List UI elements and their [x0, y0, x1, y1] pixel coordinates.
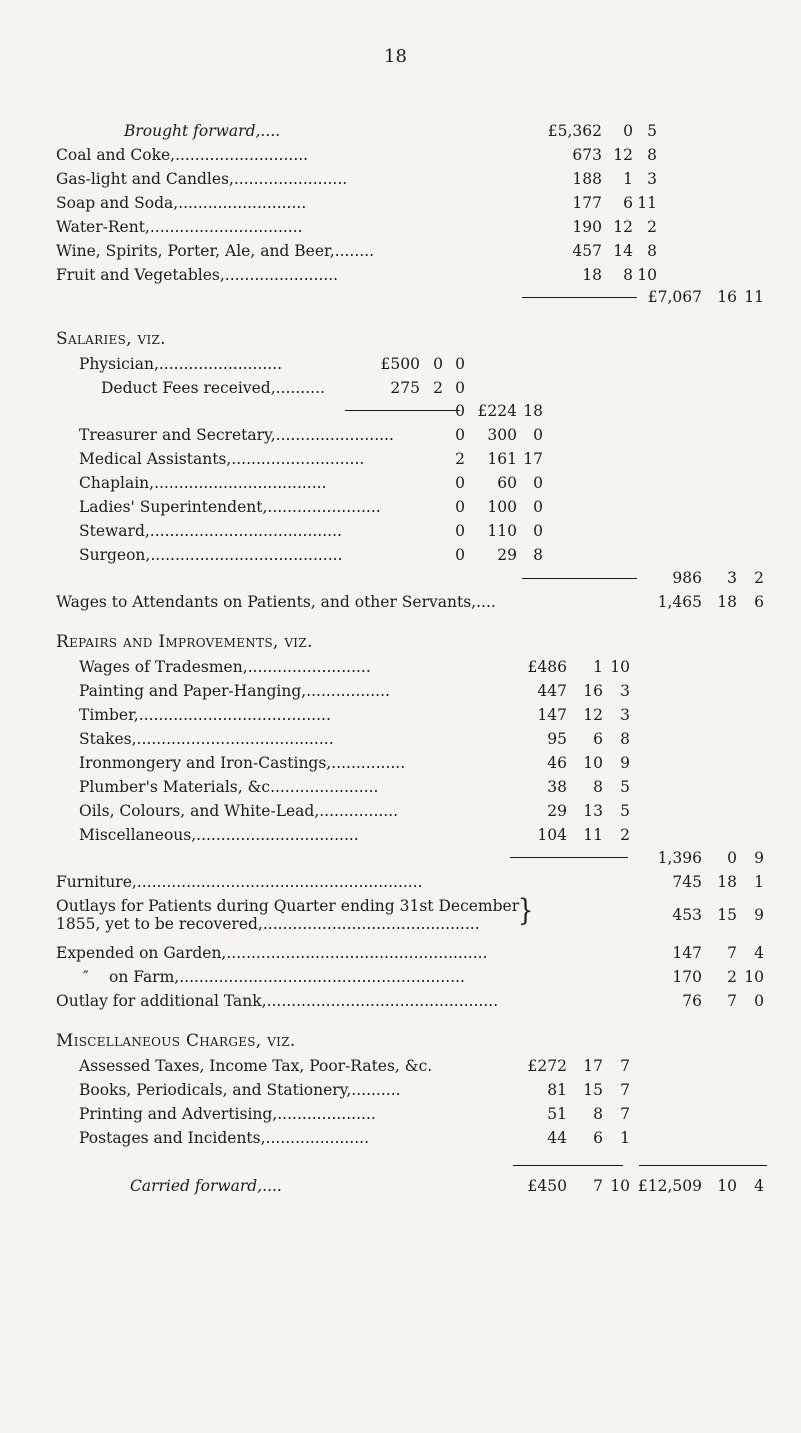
amount-pence: 7 [620, 1057, 630, 1075]
amount-shillings: 8 [593, 778, 603, 796]
amount-shillings: 11 [583, 826, 603, 844]
salaries-total-pounds: 986 [672, 569, 702, 587]
amount-pounds: 1,465 [657, 593, 702, 611]
amount-shillings: 18 [717, 593, 737, 611]
salaries-heading: Salaries, viz. [56, 329, 166, 349]
amount-pounds: 673 [572, 146, 602, 164]
amount-pounds: 161 [487, 450, 517, 468]
misc-heading: Miscellaneous Charges, viz. [56, 1031, 296, 1051]
repairs-total-pounds: 1,396 [657, 849, 702, 867]
ledger-item-label: Water-Rent,............................... [56, 218, 303, 236]
grand-total-pence: 4 [754, 1177, 764, 1195]
physician-net-pounds: £224 [477, 402, 517, 420]
amount-pounds: £272 [527, 1057, 567, 1075]
amount-pounds: 275 [390, 379, 420, 397]
amount-pounds: £500 [380, 355, 420, 373]
amount-shillings: 8 [623, 266, 633, 284]
amount-pounds: 100 [487, 498, 517, 516]
amount-shillings: 0 [533, 498, 543, 516]
amount-shillings: 6 [623, 194, 633, 212]
subtotal-rule [513, 1165, 623, 1166]
amount-shillings: 16 [583, 682, 603, 700]
outlays-label-line2: 1855, yet to be recovered,............................................ [56, 915, 480, 933]
amount-pence: 0 [455, 498, 465, 516]
amount-pence: 11 [637, 194, 657, 212]
ledger-item-label: Ironmongery and Iron-Castings,............... [79, 754, 406, 772]
amount-pence: 10 [744, 968, 764, 986]
amount-pence: 5 [620, 802, 630, 820]
amount-shillings: 1 [593, 658, 603, 676]
tank-label: Outlay for additional Tank,............................................... [56, 992, 499, 1010]
amount-shillings: 17 [583, 1057, 603, 1075]
amount-pounds: 177 [572, 194, 602, 212]
amount-pounds: 29 [547, 802, 567, 820]
amount-pence: 7 [620, 1105, 630, 1123]
ledger-item-label: Wages of Tradesmen,......................... [79, 658, 371, 676]
amount-pence: 5 [620, 778, 630, 796]
ledger-item-label: Postages and Incidents,..................... [79, 1129, 370, 1147]
subtotal-rule [639, 1165, 767, 1166]
amount-pence: 2 [455, 450, 465, 468]
garden-label: Expended on Garden,..................................................... [56, 944, 488, 962]
amount-shillings: 6 [593, 1129, 603, 1147]
amount-pounds: £450 [527, 1177, 567, 1195]
amount-pence: 8 [647, 242, 657, 260]
amount-pence: 0 [455, 355, 465, 373]
amount-pence: 5 [647, 122, 657, 140]
amount-pounds: 60 [497, 474, 517, 492]
amount-pounds: 29 [497, 546, 517, 564]
salaries-total-pence: 2 [754, 569, 764, 587]
repairs-total-shillings: 0 [727, 849, 737, 867]
amount-shillings: 13 [583, 802, 603, 820]
amount-pounds: 76 [682, 992, 702, 1010]
ledger-item-label: Soap and Soda,.......................... [56, 194, 307, 212]
household-total-shillings: 16 [717, 288, 737, 306]
amount-pounds: 447 [537, 682, 567, 700]
ledger-item-label: Books, Periodicals, and Stationery,.......... [79, 1081, 401, 1099]
amount-pounds: 95 [547, 730, 567, 748]
amount-shillings: 7 [593, 1177, 603, 1195]
amount-pounds: 190 [572, 218, 602, 236]
amount-pounds: 44 [547, 1129, 567, 1147]
brought-forward-label: Brought forward,.... [124, 122, 281, 140]
amount-pounds: £486 [527, 658, 567, 676]
amount-pence: 8 [647, 146, 657, 164]
amount-pence: 0 [455, 546, 465, 564]
ditto-mark: ″ [83, 968, 89, 986]
amount-shillings: 15 [583, 1081, 603, 1099]
amount-shillings: 2 [727, 968, 737, 986]
amount-pounds: 745 [672, 873, 702, 891]
amount-pounds: 457 [572, 242, 602, 260]
amount-shillings: 12 [583, 706, 603, 724]
amount-shillings: 15 [717, 906, 737, 924]
furniture-label: Furniture,.......................................................... [56, 873, 423, 891]
amount-pounds: 147 [537, 706, 567, 724]
amount-shillings: 0 [433, 355, 443, 373]
amount-shillings: 14 [613, 242, 633, 260]
amount-pence: 0 [754, 992, 764, 1010]
amount-pounds: 51 [547, 1105, 567, 1123]
wages-attendants-label: Wages to Attendants on Patients, and other Servants,.... [56, 593, 496, 611]
ledger-item-label: Assessed Taxes, Income Tax, Poor-Rates, &c. [79, 1057, 433, 1075]
deduct-fees-label: Deduct Fees received,.......... [101, 379, 325, 397]
repairs-total-pence: 9 [754, 849, 764, 867]
amount-pounds: 110 [487, 522, 517, 540]
ledger-item-label: Chaplain,................................... [79, 474, 327, 492]
ledger-item-label: Plumber's Materials, &c...................... [79, 778, 379, 796]
amount-pence: 0 [455, 426, 465, 444]
amount-shillings: 2 [433, 379, 443, 397]
amount-pence: 8 [620, 730, 630, 748]
amount-pence: 3 [620, 706, 630, 724]
amount-pounds: 170 [672, 968, 702, 986]
amount-shillings: 7 [727, 992, 737, 1010]
carried-forward-label: Carried forward,.... [130, 1177, 282, 1195]
amount-pence: 10 [610, 658, 630, 676]
grand-total-shillings: 10 [717, 1177, 737, 1195]
amount-pence: 7 [620, 1081, 630, 1099]
amount-pounds: 18 [582, 266, 602, 284]
subtotal-rule [522, 297, 637, 298]
amount-shillings: 1 [623, 170, 633, 188]
ledger-item-label: Medical Assistants,........................... [79, 450, 365, 468]
amount-pence: 2 [620, 826, 630, 844]
amount-shillings: 10 [583, 754, 603, 772]
amount-shillings: 0 [533, 522, 543, 540]
physician-net-shillings: 18 [523, 402, 543, 420]
physician-label: Physician,......................... [79, 355, 283, 373]
amount-pence: 3 [620, 682, 630, 700]
subtotal-rule [510, 857, 628, 858]
ledger-item-label: Wine, Spirits, Porter, Ale, and Beer,........ [56, 242, 375, 260]
amount-pounds: 188 [572, 170, 602, 188]
amount-shillings: 8 [533, 546, 543, 564]
amount-pence: 1 [754, 873, 764, 891]
amount-pounds: 300 [487, 426, 517, 444]
amount-shillings: 8 [593, 1105, 603, 1123]
amount-pounds: 38 [547, 778, 567, 796]
amount-shillings: 17 [523, 450, 543, 468]
amount-pounds: 453 [672, 906, 702, 924]
amount-shillings: 12 [613, 146, 633, 164]
ledger-item-label: Oils, Colours, and White-Lead,................ [79, 802, 399, 820]
amount-shillings: 0 [533, 426, 543, 444]
amount-pounds: 46 [547, 754, 567, 772]
amount-pence: 4 [754, 944, 764, 962]
physician-net-pence: 0 [455, 402, 465, 420]
ledger-item-label: Printing and Advertising,.................... [79, 1105, 376, 1123]
salaries-total-shillings: 3 [727, 569, 737, 587]
ledger-item-label: Gas-light and Candles,....................... [56, 170, 348, 188]
amount-pence: 0 [455, 379, 465, 397]
amount-pounds: 81 [547, 1081, 567, 1099]
amount-pence: 0 [455, 474, 465, 492]
amount-pounds: 104 [537, 826, 567, 844]
ledger-item-label: Ladies' Superintendent,....................... [79, 498, 381, 516]
amount-pence: 9 [754, 906, 764, 924]
outlays-label-line1: Outlays for Patients during Quarter ending 31st December [56, 897, 520, 915]
amount-pounds: £5,362 [547, 122, 602, 140]
amount-pence: 10 [610, 1177, 630, 1195]
ledger-item-label: Stakes,........................................ [79, 730, 334, 748]
amount-pence: 2 [647, 218, 657, 236]
grand-total-pounds: £12,509 [637, 1177, 702, 1195]
amount-pence: 1 [620, 1129, 630, 1147]
ledger-item-label: Coal and Coke,........................... [56, 146, 309, 164]
amount-shillings: 0 [533, 474, 543, 492]
amount-shillings: 12 [613, 218, 633, 236]
amount-pounds: 147 [672, 944, 702, 962]
amount-pence: 10 [637, 266, 657, 284]
household-total-pounds: £7,067 [647, 288, 702, 306]
repairs-heading: Repairs and Improvements, viz. [56, 632, 313, 652]
ledger-item-label: Treasurer and Secretary,........................ [79, 426, 394, 444]
household-total-pence: 11 [744, 288, 764, 306]
ledger-item-label: Miscellaneous,................................. [79, 826, 359, 844]
amount-pence: 9 [620, 754, 630, 772]
subtotal-rule [345, 410, 460, 411]
ledger-item-label: Painting and Paper-Hanging,................. [79, 682, 390, 700]
brace: } [518, 892, 534, 928]
amount-shillings: 6 [593, 730, 603, 748]
subtotal-rule [522, 578, 637, 579]
ledger-item-label: Fruit and Vegetables,....................... [56, 266, 339, 284]
page-number: 18 [384, 46, 407, 67]
ledger-item-label: Surgeon,....................................... [79, 546, 343, 564]
farm-label: on Farm,.......................................................... [109, 968, 465, 986]
ledger-item-label: Steward,....................................... [79, 522, 342, 540]
ledger-item-label: Timber,....................................... [79, 706, 331, 724]
amount-pence: 6 [754, 593, 764, 611]
amount-pence: 3 [647, 170, 657, 188]
amount-shillings: 0 [623, 122, 633, 140]
amount-shillings: 18 [717, 873, 737, 891]
amount-pence: 0 [455, 522, 465, 540]
amount-shillings: 7 [727, 944, 737, 962]
